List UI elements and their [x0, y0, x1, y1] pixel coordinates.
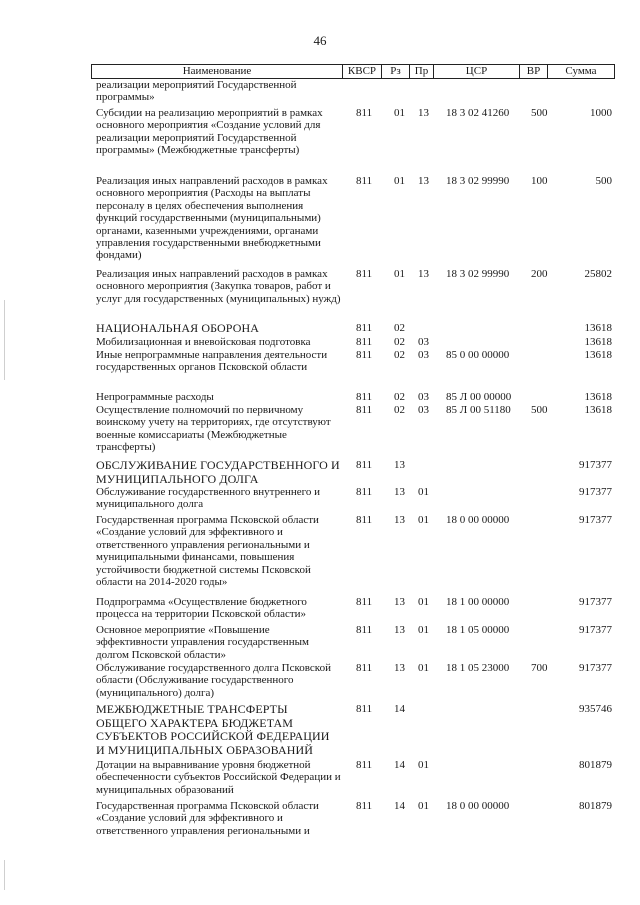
row-vr: 500 — [531, 107, 548, 119]
row-rz: 02 — [394, 336, 405, 348]
header-sum: Сумма — [565, 65, 597, 77]
row-sum: 801879 — [579, 759, 612, 771]
row-pr: 03 — [418, 391, 429, 403]
header-vr: ВР — [526, 65, 541, 77]
row-rz: 13 — [394, 486, 405, 498]
row-sum: 801879 — [579, 800, 612, 812]
row-name: Дотации на выравнивание уровня бюджетной обеспеченности субъектов Российской Федерации и муниципальных образований — [96, 759, 341, 796]
row-rz: 01 — [394, 268, 405, 280]
row-sum: 1000 — [590, 107, 612, 119]
row-pr: 01 — [418, 514, 429, 526]
row-sum: 917377 — [579, 662, 612, 674]
row-csr: 18 0 00 00000 — [446, 514, 510, 526]
row-name: ОБСЛУЖИВАНИЕ ГОСУДАРСТВЕННОГО И МУНИЦИПАЛЬНОГО ДОЛГА — [96, 458, 340, 486]
row-kvsr: 811 — [356, 268, 373, 280]
header-kvsr: КВСР — [347, 65, 377, 77]
row-sum: 917377 — [579, 596, 612, 608]
header-pr: Пр — [414, 65, 429, 77]
row-kvsr: 811 — [356, 322, 373, 334]
row-vr: 500 — [531, 404, 548, 416]
row-csr: 85 0 00 00000 — [446, 349, 510, 361]
row-csr: 18 1 00 00000 — [446, 596, 510, 608]
row-name: Обслуживание государственного долга Псковской области (Обслуживание государственного (муниципального) долга) — [96, 662, 331, 699]
row-name: Непрограммные расходы — [96, 391, 214, 403]
row-rz: 02 — [394, 391, 405, 403]
row-kvsr: 811 — [356, 107, 373, 119]
row-csr: 18 3 02 99990 — [446, 175, 510, 187]
row-sum: 500 — [595, 175, 612, 187]
row-pr: 01 — [418, 662, 429, 674]
row-pr: 01 — [418, 624, 429, 636]
scan-edge-mark — [4, 300, 5, 380]
header-csr: ЦСР — [465, 65, 488, 77]
row-kvsr: 811 — [356, 391, 373, 403]
row-kvsr: 811 — [356, 404, 373, 416]
row-sum: 935746 — [579, 703, 612, 715]
header-name: Наименование — [182, 65, 252, 77]
row-pr: 13 — [418, 175, 429, 187]
row-kvsr: 811 — [356, 336, 373, 348]
row-rz: 02 — [394, 322, 405, 334]
row-rz: 02 — [394, 349, 405, 361]
row-name: Реализация иных направлений расходов в рамках основного мероприятия (Закупка товаров, работ и услуг для государственных (муниципальных) нужд) — [96, 268, 341, 305]
page-number: 46 — [313, 33, 327, 48]
row-kvsr: 811 — [356, 349, 373, 361]
row-csr: 18 0 00 00000 — [446, 800, 510, 812]
row-sum: 917377 — [579, 624, 612, 636]
row-kvsr: 811 — [356, 624, 373, 636]
row-rz: 13 — [394, 514, 405, 526]
row-sum: 917377 — [579, 514, 612, 526]
row-name: Государственная программа Псковской области «Создание условий для эффективного и ответственного управления региональными и — [96, 800, 319, 837]
row-rz: 01 — [394, 175, 405, 187]
row-rz: 14 — [394, 759, 405, 771]
row-name: Реализация иных направлений расходов в рамках основного мероприятия (Расходы на выплаты персоналу в целях обеспечения выполнения функций государственными (муниципальными) органами, казенными учреждениями, органами управления государственными внебюджетными фондами) — [96, 175, 328, 262]
row-csr: 85 Л 00 00000 — [446, 391, 512, 403]
row-name: Мобилизационная и вневойсковая подготовка — [96, 336, 311, 348]
row-sum: 917377 — [579, 459, 612, 471]
row-pr: 13 — [418, 268, 429, 280]
row-csr: 18 3 02 41260 — [446, 107, 510, 119]
row-name: Подпрограмма «Осуществление бюджетного процесса на территории Псковской области» — [96, 596, 307, 621]
row-sum: 13618 — [584, 322, 612, 334]
row-name: НАЦИОНАЛЬНАЯ ОБОРОНА — [96, 321, 259, 335]
row-sum: 13618 — [584, 391, 612, 403]
table-header — [91, 64, 615, 79]
row-vr: 200 — [531, 268, 548, 280]
row-kvsr: 811 — [356, 662, 373, 674]
row-rz: 13 — [394, 596, 405, 608]
row-sum: 13618 — [584, 349, 612, 361]
row-pr: 03 — [418, 336, 429, 348]
row-name: Основное мероприятие «Повышение эффективности управления государственным долгом Псковской области» — [96, 624, 309, 661]
row-name: Осуществление полномочий по первичному воинскому учету на территориях, где отсутствуют военные комиссариаты (Межбюджетные трансферты) — [96, 404, 331, 454]
row-rz: 13 — [394, 662, 405, 674]
row-sum: 25802 — [584, 268, 612, 280]
row-sum: 13618 — [584, 336, 612, 348]
row-name: Государственная программа Псковской области «Создание условий для эффективного и ответственного управления региональными и муниципальными финансами, повышения устойчивости бюджетной системы Псковской области на 2014-2020 годы» — [96, 514, 319, 589]
row-kvsr: 811 — [356, 703, 373, 715]
row-kvsr: 811 — [356, 514, 373, 526]
row-pr: 03 — [418, 349, 429, 361]
row-kvsr: 811 — [356, 486, 373, 498]
row-rz: 02 — [394, 404, 405, 416]
row-rz: 14 — [394, 703, 405, 715]
row-rz: 13 — [394, 459, 405, 471]
row-name: Обслуживание государственного внутреннего и муниципального долга — [96, 486, 321, 511]
row-pr: 01 — [418, 486, 429, 498]
row-sum: 917377 — [579, 486, 612, 498]
row-rz: 01 — [394, 107, 405, 119]
row-pr: 01 — [418, 800, 429, 812]
row-csr: 18 1 05 23000 — [446, 662, 510, 674]
row-csr: 18 1 05 00000 — [446, 624, 510, 636]
row-name: реализации мероприятий Государственной программы» — [96, 79, 297, 104]
row-kvsr: 811 — [356, 175, 373, 187]
row-sum: 13618 — [584, 404, 612, 416]
row-csr: 18 3 02 99990 — [446, 268, 510, 280]
row-name: Субсидии на реализацию мероприятий в рамках основного мероприятия «Создание условий для реализации мероприятий Государственной программы» (Межбюджетные трансферты) — [96, 107, 323, 157]
header-rz: Рз — [390, 65, 401, 77]
row-kvsr: 811 — [356, 800, 373, 812]
row-vr: 100 — [531, 175, 548, 187]
row-rz: 13 — [394, 624, 405, 636]
row-rz: 14 — [394, 800, 405, 812]
row-pr: 03 — [418, 404, 429, 416]
row-name: МЕЖБЮДЖЕТНЫЕ ТРАНСФЕРТЫ ОБЩЕГО ХАРАКТЕРА БЮДЖЕТАМ СУБЪЕКТОВ РОССИЙСКОЙ ФЕДЕРАЦИИ И МУНИЦИПАЛЬНЫХ ОБРАЗОВАНИЙ — [96, 702, 330, 757]
row-csr: 85 Л 00 51180 — [446, 404, 511, 416]
row-kvsr: 811 — [356, 759, 373, 771]
row-pr: 01 — [418, 596, 429, 608]
row-vr: 700 — [531, 662, 548, 674]
row-pr: 13 — [418, 107, 429, 119]
row-name: Иные непрограммные направления деятельности государственных органов Псковской области — [96, 349, 328, 374]
row-kvsr: 811 — [356, 596, 373, 608]
scan-edge-mark — [4, 860, 5, 890]
row-pr: 01 — [418, 759, 429, 771]
row-kvsr: 811 — [356, 459, 373, 471]
